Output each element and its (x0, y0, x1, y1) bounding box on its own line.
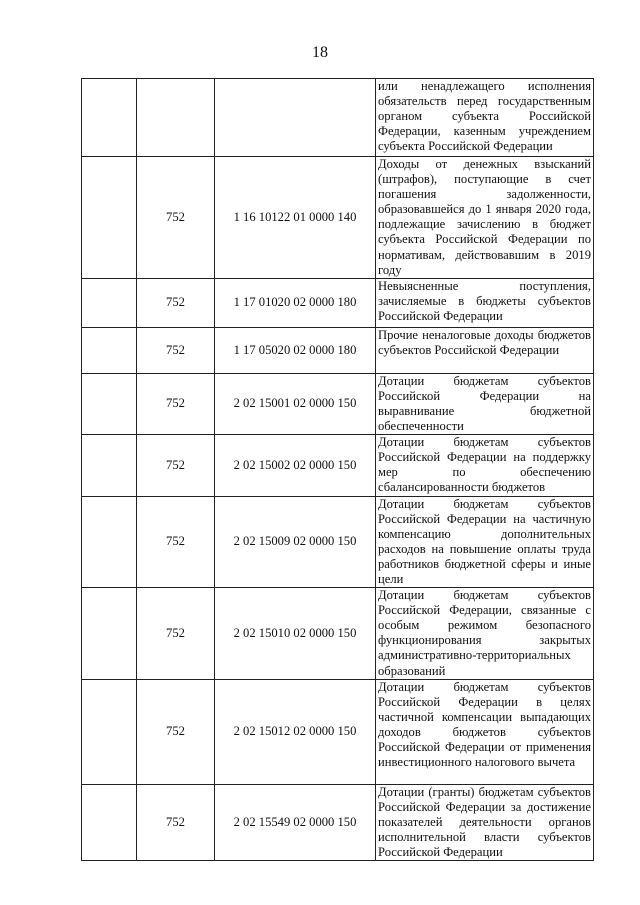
admin-code-cell: 752 (137, 157, 215, 279)
empty-cell (82, 784, 137, 860)
empty-cell (82, 496, 137, 588)
budget-codes-table (81, 78, 594, 861)
revenue-code-cell: 2 02 15001 02 0000 150 (215, 373, 376, 434)
revenue-description-cell: или ненадлежащего исполнения обязательств перед государственным органом субъекта Российской Федерации, казенным учреждением субъекта Российской Федерации (376, 79, 594, 157)
revenue-description-cell: Дотации (гранты) бюджетам субъектов Российской Федерации за достижение показателей деятельности органов исполнительной власти субъектов Российской Федерации (376, 784, 594, 860)
admin-code-cell: 752 (137, 435, 215, 496)
admin-code-cell: 752 (137, 588, 215, 680)
revenue-code-cell: 1 16 10122 01 0000 140 (215, 157, 376, 279)
revenue-code-cell: 2 02 15012 02 0000 150 (215, 679, 376, 784)
empty-cell (82, 435, 137, 496)
table-row (82, 588, 594, 680)
table-row (82, 327, 594, 373)
table-row (82, 373, 594, 434)
revenue-code-cell: 2 02 15002 02 0000 150 (215, 435, 376, 496)
admin-code-cell: 752 (137, 784, 215, 860)
table-row (82, 435, 594, 496)
table-row (82, 496, 594, 588)
page-number: 18 (312, 44, 328, 61)
table-row (82, 679, 594, 784)
table-row (82, 784, 594, 860)
revenue-description-cell: Дотации бюджетам субъектов Российской Федерации на частичную компенсацию дополнительных расходов на повышение оплаты труда работников бюджетной сферы и иные цели (376, 496, 594, 588)
revenue-code-cell: 1 17 05020 02 0000 180 (215, 327, 376, 373)
revenue-code-cell: 2 02 15549 02 0000 150 (215, 784, 376, 860)
admin-code-cell: 752 (137, 496, 215, 588)
empty-cell (82, 79, 137, 157)
empty-cell (82, 157, 137, 279)
admin-code-cell: 752 (137, 327, 215, 373)
revenue-code-cell (215, 79, 376, 157)
empty-cell (82, 679, 137, 784)
empty-cell (82, 373, 137, 434)
revenue-description-cell: Прочие неналоговые доходы бюджетов субъектов Российской Федерации (376, 327, 594, 373)
admin-code-cell: 752 (137, 679, 215, 784)
revenue-code-cell: 2 02 15009 02 0000 150 (215, 496, 376, 588)
revenue-code-cell: 1 17 01020 02 0000 180 (215, 278, 376, 327)
empty-cell (82, 278, 137, 327)
revenue-description-cell: Дотации бюджетам субъектов Российской Федерации в целях частичной компенсации выпадающих доходов бюджетов субъектов Российской Федерации от применения инвестиционного налогового вычета (376, 679, 594, 784)
admin-code-cell: 752 (137, 373, 215, 434)
empty-cell (82, 588, 137, 680)
revenue-description-cell: Дотации бюджетам субъектов Российской Федерации, связанные с особым режимом безопасного функционирования закрытых административно-территориальных образований (376, 588, 594, 680)
admin-code-cell (137, 79, 215, 157)
revenue-description-cell: Дотации бюджетам субъектов Российской Федерации на поддержку мер по обеспечению сбалансированности бюджетов (376, 435, 594, 496)
revenue-code-cell: 2 02 15010 02 0000 150 (215, 588, 376, 680)
admin-code-cell: 752 (137, 278, 215, 327)
revenue-description-cell: Дотации бюджетам субъектов Российской Федерации на выравнивание бюджетной обеспеченности (376, 373, 594, 434)
table-row (82, 278, 594, 327)
revenue-description-cell: Невыясненные поступления, зачисляемые в бюджеты субъектов Российской Федерации (376, 278, 594, 327)
revenue-description-cell: Доходы от денежных взысканий (штрафов), поступающие в счет погашения задолженности, образовавшейся до 1 января 2020 года, подлежащие зачислению в бюджет субъекта Российской Федерации по нормативам, действовавшим в 2019 году (376, 157, 594, 279)
table-row (82, 79, 594, 157)
empty-cell (82, 327, 137, 373)
table-row (82, 157, 594, 279)
